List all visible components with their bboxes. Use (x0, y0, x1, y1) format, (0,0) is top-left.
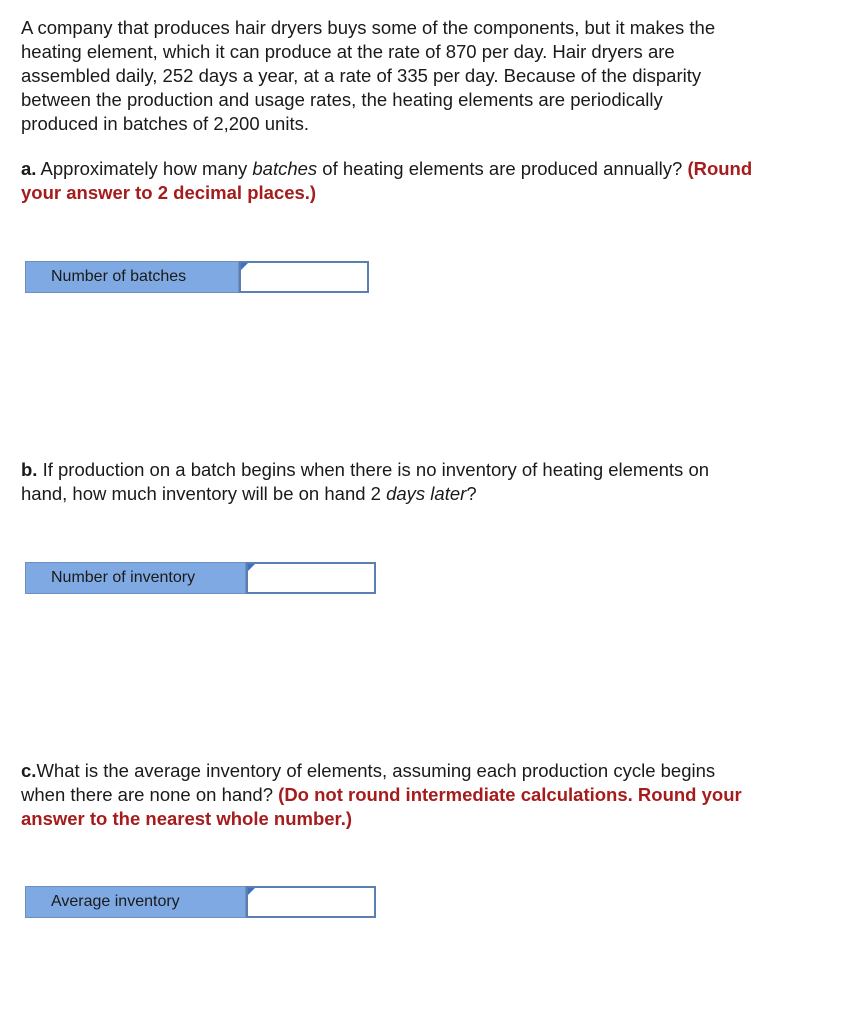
question-b-emphasis: days later (386, 483, 467, 504)
batches-label: Number of batches (25, 261, 239, 293)
question-a-letter: a. (21, 158, 37, 179)
inventory-input[interactable] (246, 562, 376, 594)
question-b-text: If production on a batch begins when there is no inventory of heating elements on (37, 459, 710, 480)
input-marker-icon (241, 263, 248, 270)
question-c-text-cont: when there are none on hand? (21, 784, 279, 805)
question-a-text-after: of heating elements are produced annually? (317, 158, 688, 179)
question-b-text-cont: hand, how much inventory will be on hand 2 (21, 483, 387, 504)
average-input-wrap (246, 886, 376, 918)
intro-line: A company that produces hair dryers buys some of the components, but it makes the (21, 17, 716, 38)
inventory-label: Number of inventory (25, 562, 246, 594)
question-a (21, 157, 839, 205)
question-a-instruction: (Round (687, 158, 753, 179)
input-marker-icon (248, 564, 255, 571)
question-c-instruction: (Do not round intermediate calculations. Round your (278, 784, 742, 805)
question-b-letter: b. (21, 459, 38, 480)
question-a-instruction-cont: your answer to 2 decimal places.) (21, 182, 317, 203)
problem-intro (21, 16, 839, 136)
question-a-text: Approximately how many (36, 158, 253, 179)
intro-line: heating element, which it can produce at the rate of 870 per day. Hair dryers are (21, 41, 675, 62)
question-b (21, 458, 839, 506)
question-c (21, 759, 839, 831)
input-marker-icon (248, 888, 255, 895)
intro-line: assembled daily, 252 days a year, at a rate of 335 per day. Because of the disparity (21, 65, 702, 86)
batches-input-wrap (239, 261, 369, 293)
question-a-emphasis: batches (252, 158, 318, 179)
intro-line: between the production and usage rates, the heating elements are periodically (21, 89, 663, 110)
intro-line: produced in batches of 2,200 units. (21, 113, 309, 134)
answer-row-average (25, 886, 376, 918)
inventory-input-wrap (246, 562, 376, 594)
answer-row-batches (25, 261, 369, 293)
question-c-letter: c. (21, 760, 37, 781)
question-c-instruction-cont: answer to the nearest whole number.) (21, 808, 353, 829)
question-c-text: What is the average inventory of elements, assuming each production cycle begins (36, 760, 716, 781)
answer-row-inventory (25, 562, 376, 594)
batches-input[interactable] (239, 261, 369, 293)
average-inventory-label: Average inventory (25, 886, 246, 918)
question-b-text-end: ? (466, 483, 477, 504)
average-inventory-input[interactable] (246, 886, 376, 918)
